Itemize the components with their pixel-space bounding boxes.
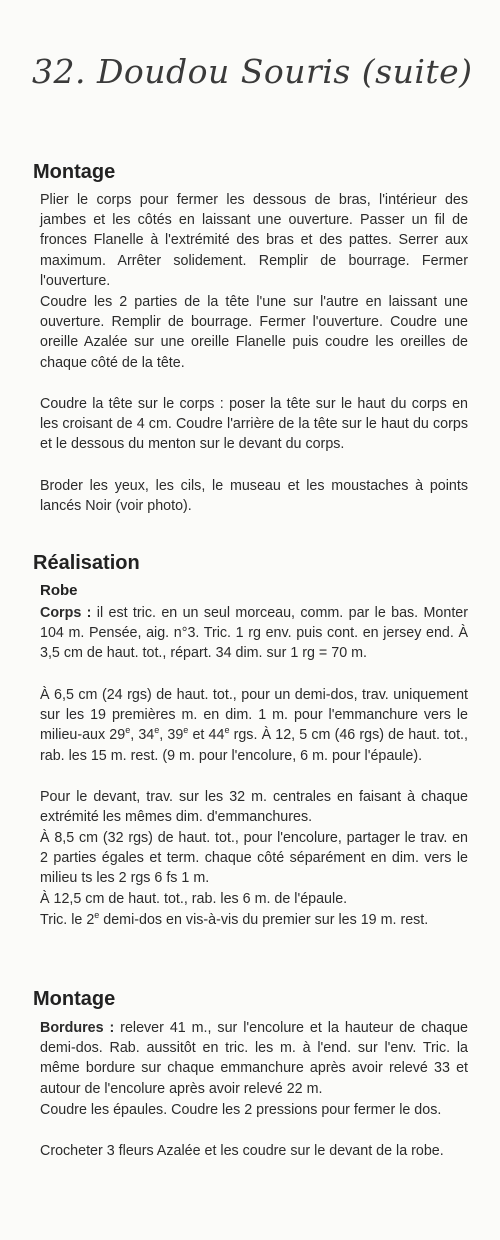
devant-paragraph: Pour le devant, trav. sur les 32 m. centrales en faisant à chaque extrémité les mêmes dim. d'emmanchures. [40,789,468,826]
epaule-paragraph: À 12,5 cm de haut. tot., rab. les 6 m. de l'épaule. [40,891,348,907]
ordinal-suffix: e [224,725,230,736]
subheading-robe: Robe [40,582,78,599]
encolure-paragraph: À 8,5 cm (32 rgs) de haut. tot., pour l'encolure, partager le trav. en 2 parties égales et term. chaque côté séparément en dim. vers le milieu ts les 2 rgs 6 fs 1 m. [40,830,468,887]
montage-paragraph-3: Coudre la tête sur le corps : poser la tête sur le haut du corps en les croisant de 4 cm. Coudre l'arrière de la tête sur le haut du corps et le dessous du menton sur le devant du corps. [40,396,468,453]
montage-paragraph-4: Broder les yeux, les cils, le museau et les moustaches à points lancés Noir (voir photo). [40,478,468,515]
epaules-paragraph: Coudre les épaules. Coudre les 2 pressions pour fermer le dos. [40,1102,442,1118]
section-heading-montage-robe: Montage [33,988,116,1010]
second-demi-dos-paragraph [40,910,468,930]
demi-dos-paragraph [40,685,468,766]
ordinal-suffix: e [125,725,131,736]
montage-paragraph-2: Coudre les 2 parties de la tête l'une sur l'autre en laissant une ouverture. Remplir de bourrage. Fermer l'ouverture. Coudre une oreille Azalée sur une oreille Flanelle puis coudre les oreilles de chaque côté de la tête. [40,294,468,371]
demi-dos-text-a: À 6,5 cm (24 rgs) de haut. tot., pour un demi-dos, trav. uniquement sur les 19 premières m. en dim. 1 m. pour l'emmanchure vers le milieu-aux 29 [40,687,468,744]
corps-paragraph [40,603,468,664]
demi-dos-text-b: , 34 [130,727,155,744]
section-heading-realisation: Réalisation [33,552,140,574]
fleurs-paragraph: Crocheter 3 fleurs Azalée et les coudre sur le devant de la robe. [40,1143,444,1159]
bordures-text: relever 41 m., sur l'encolure et la hauteur de chaque demi-dos. Rab. aussitôt en tric. les m. à l'end. sur l'env. Tric. la même bordure sur chaque emmanchure après avoir relevé 33 et autour de l'encolure après avoir relevé 22 m. [40,1020,468,1097]
demi-dos-text-d: et 44 [188,727,225,744]
ordinal-suffix: e [154,725,160,736]
corps-text: il est tric. en un seul morceau, comm. par le bas. Monter 104 m. Pensée, aig. n°3. Tric. 1 rg env. puis cont. en jersey end. À 3,5 cm de haut. tot., répart. 34 dim. sur 1 rg = 70 m. [40,605,469,662]
demi-dos-text-c: , 39 [159,727,184,744]
second-demi-dos-text-b: demi-dos en vis-à-vis du premier sur les 19 m. rest. [99,912,429,928]
section-heading-montage: Montage [33,161,116,183]
ordinal-suffix: e [94,910,100,921]
bordures-label: Bordures : [40,1020,115,1036]
demi-dos-text-e: rgs. À 12, 5 cm (46 rgs) de haut. tot., rab. les 15 m. rest. (9 m. pour l'encolure, 6 m. pour l'épaule). [40,727,468,764]
second-demi-dos-text-a: Tric. le 2 [40,912,95,928]
montage-paragraph-1: Plier le corps pour fermer les dessous de bras, l'intérieur des jambes et les côtés en laissant une ouverture. Passer un fil de fronces Flanelle à l'extrémité des bras et des pattes. Serrer aux maximum. Arrêter solidement. Remplir de bourrage. Fermer l'ouverture. [40,192,468,289]
corps-label: Corps : [40,605,92,621]
bordures-paragraph [40,1018,468,1099]
ordinal-suffix: e [183,725,189,736]
page-title: 32. Doudou Souris (suite) [32,52,473,91]
